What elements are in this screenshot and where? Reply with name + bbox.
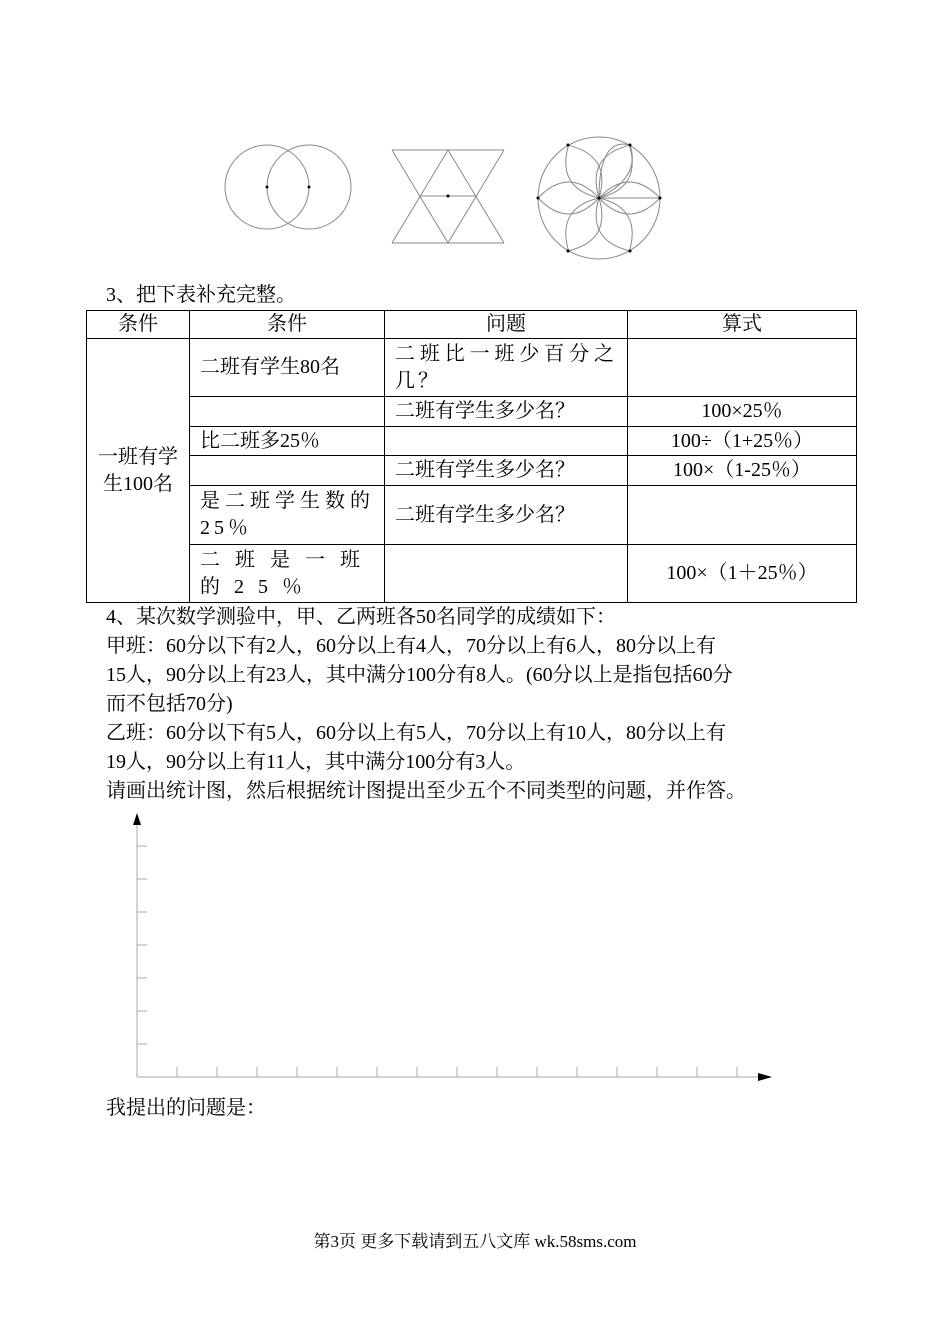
flower-in-circle <box>537 137 662 259</box>
merged-condition-cell: 一班有学生100名 <box>87 339 190 603</box>
question-cell: 二班比一班少百分之几？ <box>385 339 628 397</box>
header-formula: 算式 <box>628 311 857 339</box>
q4-line-7: 请画出统计图，然后根据统计图提出至少五个不同类型的问题，并作答。 <box>106 780 746 802</box>
table-row <box>87 486 857 545</box>
blank-chart-axes <box>120 805 780 1090</box>
q4-line-5: 乙班：60分以下有5人，60分以上有5人，70分以上有10人，80分以上有 <box>106 722 726 744</box>
formula-cell: 100×（1＋25％） <box>628 545 857 603</box>
formula-cell: 100×25％ <box>628 397 857 427</box>
x-axis-arrow <box>758 1073 772 1081</box>
q3-title: 3、把下表补充完整。 <box>106 284 296 306</box>
two-overlapping-circles <box>225 145 351 229</box>
formula-cell: 100×（1-25％） <box>628 456 857 486</box>
cond-cell: 是二班学生数的25％ <box>190 486 385 545</box>
q4-line-3: 15人，90分以上有23人，其中满分100分有8人。(60分以上是指包括60分 <box>106 664 733 686</box>
question-cell <box>385 545 628 603</box>
question-cell <box>385 427 628 456</box>
table-row <box>87 427 857 456</box>
y-axis-arrow <box>133 813 141 825</box>
cond-cell: 二班是一班的25％ <box>190 545 385 603</box>
cond-cell <box>190 397 385 427</box>
table-header-row <box>87 311 857 339</box>
cond-cell: 二班有学生80名 <box>190 339 385 397</box>
q4-line-1: 4、某次数学测验中，甲、乙两班各50名同学的成绩如下： <box>106 606 616 628</box>
table-row <box>87 397 857 427</box>
triangle-pattern <box>392 150 504 243</box>
q4-line-4: 而不包括70分) <box>106 693 233 715</box>
table-row <box>87 456 857 486</box>
q4-line-2: 甲班：60分以下有2人，60分以上有4人，70分以上有6人，80分以上有 <box>106 635 716 657</box>
page-footer: 第3页 更多下载请到五八文库 wk.58sms.com <box>313 1232 637 1251</box>
formula-cell <box>628 486 857 545</box>
formula-cell: 100÷（1+25％） <box>628 427 857 456</box>
cond-cell <box>190 456 385 486</box>
question-cell: 二班有学生多少名？ <box>385 486 628 545</box>
answer-prompt: 我提出的问题是： <box>106 1097 266 1119</box>
question-cell: 二班有学生多少名？ <box>385 397 628 427</box>
geometry-figures <box>0 0 950 270</box>
header-condition-2: 条件 <box>190 311 385 339</box>
table-row <box>87 545 857 603</box>
q4-line-6: 19人，90分以上有11人，其中满分100分有3人。 <box>106 751 526 773</box>
header-question: 问题 <box>385 311 628 339</box>
header-condition-1: 条件 <box>87 311 190 339</box>
q3-table <box>86 310 857 603</box>
question-cell: 二班有学生多少名？ <box>385 456 628 486</box>
formula-cell <box>628 339 857 397</box>
cond-cell: 比二班多25％ <box>190 427 385 456</box>
table-row <box>87 339 857 397</box>
